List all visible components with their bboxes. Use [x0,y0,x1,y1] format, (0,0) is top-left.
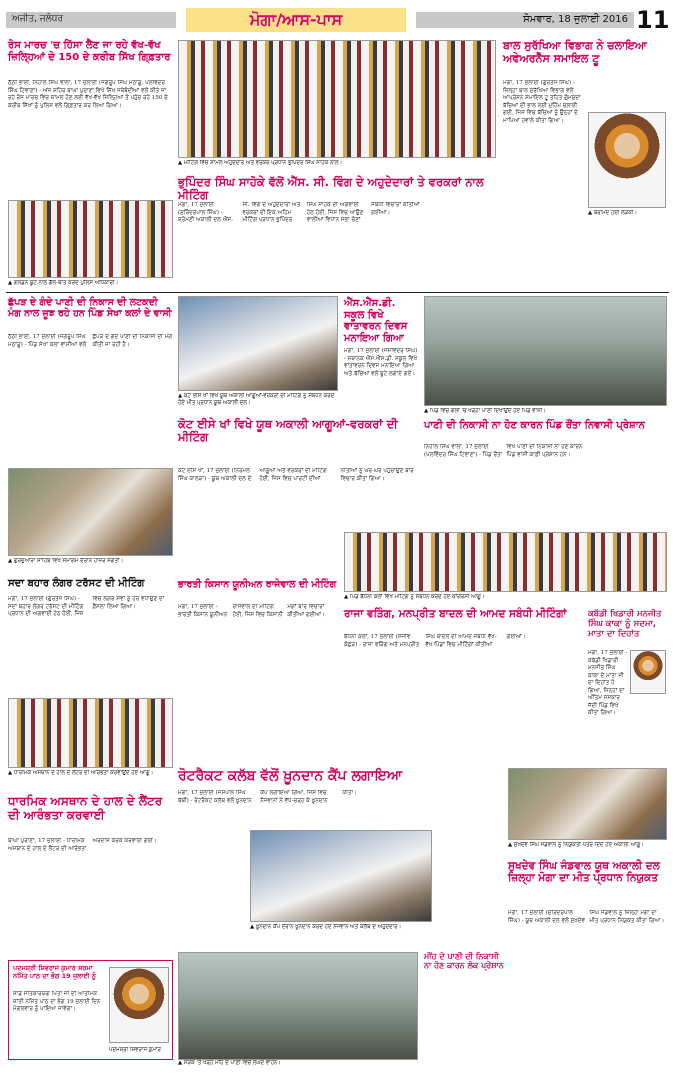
child-body: ਮੋਗਾ, 17 ਜੁਲਾਈ (ਗੁਰਤੇਜ ਸਿੰਘ) - ਜ਼ਿਲ੍ਹਾ ਬਾਲ ਸੁਰੱਖਿਆ ਵਿਭਾਗ ਵਲੋਂ ਆਪ੍ਰੇਸ਼ਨ ਸਮਾਇਲ ਟੂ ਤਹਿਤ ਗੁੰਮਸ਼ੁਦਾ ਬੱਚਿਆਂ ਦੀ ਭਾਲ ਲਈ ਮੁਹਿੰਮ ਚਲਾਈ ਗਈ, ਜਿਸ ਵਿਚ ਬੱਚਿਆਂ ਨੂੰ ਉਨ੍ਹਾਂ ਦੇ ਮਾਪਿਆਂ ਹਵਾਲੇ ਕੀਤਾ ਗਿਆ। [503,80,581,124]
ssd-body: ਮੋਗਾ, 17 ਜੁਲਾਈ (ਜਸਵਿੰਦਰ ਸਿੰਘ) - ਸਥਾਨਕ ਐੱਸ.ਐੱਸ.ਡੀ. ਸਕੂਲ ਵਿਖੇ ਵਾਤਾਵਰਨ ਦਿਵਸ ਮਨਾਇਆ ਗਿਆ ਅਤੇ ਬੱਚਿਆਂ ਵਲੋਂ ਬੂਟੇ ਲਗਾਏ ਗਏ। [344,348,418,377]
obit-headline: ਕਬੱਡੀ ਖਿਡਾਰੀ ਮਨਜੀਤ ਸਿੰਘ ਕਾਕਾ ਨੂੰ ਸਦਮਾ, ਮਾਤਾ ਦਾ ਦਿਹਾਂਤ [588,609,662,639]
meeting-main-headline: ਭੁਪਿੰਦਰ ਸਿੰਘ ਸਾਹੋਕੇ ਵੱਲੋਂ ਐੱਸ. ਸੀ. ਵਿੰਗ ਦੇ ਅਹੁਦੇਦਾਰਾਂ ਤੇ ਵਰਕਰਾਂ ਨਾਲ ਮੀਟਿੰਗ [178,175,484,203]
kisan-headline: ਭਾਰਤੀ ਕਿਸਾਨ ਯੂਨੀਅਨ ਰਾਜੇਵਾਲ ਦੀ ਮੀਟਿੰਗ [178,579,337,590]
page-header [6,6,669,36]
water-village-headline: ਪਾਣੀ ਦੀ ਨਿਕਾਸੀ ਨਾ ਹੋਣ ਕਾਰਨ ਪਿੰਡ ਰੌਂਤਾ ਨਿਵਾਸੀ ਪ੍ਰੇਸ਼ਾਨ [424,420,645,431]
kisan-body: ਮੋਗਾ, 17 ਜੁਲਾਈ - ਭਾਰਤੀ ਕਿਸਾਨ ਯੂਨੀਅਨ ਰਾਜੇਵਾਲ ਦੀ ਮੀਟਿੰਗ ਹੋਈ, ਜਿਸ ਵਿਚ ਕਿਸਾਨੀ ਮੰਗਾਂ ਬਾਰੇ ਵਿਚਾਰਾਂ ਕੀਤੀਆਂ ਗਈਆਂ। [178,604,325,618]
ad-title: ਪਦਮਸ਼੍ਰੀ ਸ਼ਿਵਰਾਜ ਕੁਮਾਰ ਸ਼ਰਮਾ ਨਮਿੱਤ ਪਾਠ ਦਾ ਭੋਗ 19 ਜੁਲਾਈ ਨੂੰ [13,964,96,980]
child-photo [588,112,666,208]
meeting-main-photo [178,40,496,158]
issue-date: ਸੋਮਵਾਰ, 18 ਜੁਲਾਈ 2016 [416,12,634,28]
rain-caption: ▲ ਸੜਕ 'ਤੇ ਖੜ੍ਹੇ ਮੀਂਹ ਦੇ ਪਾਣੀ ਵਿਚੋਂ ਲੰਘਦੇ ਵਾਹਨ। [178,1060,281,1066]
water-village-photo [424,296,667,406]
memorial-ad [8,960,173,1060]
langar-caption: ▲ ਧਾਰਮਿਕ ਅਸਥਾਨ ਦੇ ਹਾਲ ਦੇ ਲੈਂਟਰ ਦੀ ਆਰੰਭਤਾ ਕਰਵਾਉਂਦੇ ਹੋਏ ਆਗੂ। [8,770,154,776]
sukhdev-caption: ▲ ਸੁਖਦੇਵ ਸਿੰਘ ਜੰਡਵਾਲ ਨੂੰ ਨਿਯੁਕਤੀ ਪੱਤਰ ਦਿੰਦੇ ਹੋਏ ਅਕਾਲੀ ਆਗੂ। [508,842,644,848]
sukhdev-photo [508,768,667,840]
drainage-body: ਠੱਠੀ ਭਾਈ, 17 ਜੁਲਾਈ (ਜਗਰੂਪ ਸਿੰਘ ਮਠਾੜੂ) - ਪਿੰਡ ਸੇਖਾ ਕਲਾਂ ਵਾਸੀਆਂ ਵਲੋਂ ਛੱਪੜ ਦੇ ਗੰਦੇ ਪਾਣੀ ਦੀ ਨਿਕਾਸੀ ਦੀ ਮੰਗ ਕੀਤੀ ਜਾ ਰਹੀ ਹੈ। [8,334,173,348]
ssd-headline: ਐੱਸ.ਐੱਸ.ਡੀ. ਸਕੂਲ ਵਿਖੇ ਵਾਤਾਵਰਨ ਦਿਵਸ ਮਨਾਇਆ ਗਿਆ [344,298,408,344]
dharmik-body: ਬਾਘਾ ਪੁਰਾਣਾ, 17 ਜੁਲਾਈ - ਧਾਰਮਿਕ ਅਸਥਾਨ ਦੇ ਹਾਲ ਦੇ ਲੈਂਟਰ ਦੀ ਆਰੰਭਤਾ ਅਰਦਾਸ ਕਰਕੇ ਕਰਵਾਈ ਗਈ। [8,838,157,852]
youth-akali-photo [178,296,338,391]
masthead-left: ਅਜੀਤ, ਜਲੰਧਰ [6,12,176,28]
arrests-headline: ਰੋਸ ਮਾਰਚ 'ਚ ਹਿੱਸਾ ਲੈਣ ਜਾ ਰਹੇ ਵੱਖ-ਵੱਖ ਜ਼ਿਲ੍ਹਿਆਂ ਦੇ 150 ਦੇ ਕਰੀਬ ਸਿੱਖ ਗਿ੍ਫ਼ਤਾਰ [8,40,171,63]
langar-body: ਮੋਗਾ, 17 ਜੁਲਾਈ (ਗੁਰਤੇਜ ਸਿੰਘ) - ਸਦਾ ਬਹਾਰ ਲੰਗਰ ਟਰੱਸਟ ਦੀ ਮੀਟਿੰਗ ਪ੍ਰਧਾਨ ਦੀ ਅਗਵਾਈ ਹੇਠ ਹੋਈ, ਜਿਸ ਵਿਚ ਲੰਗਰ ਸੇਵਾ ਨੂੰ ਹੋਰ ਵਧਾਉਣ ਦਾ ਫ਼ੈਸਲਾ ਲਿਆ ਗਿਆ। [8,596,165,618]
page-number: 11 [636,6,670,34]
meeting-main-caption: ▲ ਮੀਟਿੰਗ ਵਿਚ ਸ਼ਾਮਲ ਅਹੁਦੇਦਾਰ ਅਤੇ ਵਰਕਰ ਪ੍ਰਧਾਨ ਭੁਪਿੰਦਰ ਸਿੰਘ ਸਾਹੋਕੇ ਨਾਲ। [178,160,343,166]
arrests-body: ਠੱਠੀ ਭਾਈ, ਨਿਹਾਲ ਸਿੰਘ ਵਾਲਾ, 17 ਜੁਲਾਈ (ਜਗਰੂਪ ਸਿੰਘ ਮਠਾੜੂ, ਪਲਵਿੰਦਰ ਸਿੰਘ ਟਿਵਾਣਾ) - ਅੱਜ ਸ਼ਹਿਰ ਬਾਘਾ ਪੁਰਾਣਾ ਵਿਖੇ ਸਿੱਖ ਜਥੇਬੰਦੀਆਂ ਵਲੋਂ ਕੀਤੇ ਜਾ ਰਹੇ ਰੋਸ ਮਾਰਚ ਵਿਚ ਸ਼ਾਮਲ ਹੋਣ ਲਈ ਵੱਖ-ਵੱਖ ਜ਼ਿਲ੍ਹਿਆਂ ਤੋਂ ਪਹੁੰਚ ਰਹੇ 150 ਦੇ ਕਰੀਬ ਸਿੱਖਾਂ ਨੂੰ ਪੁਲਿਸ ਵਲੋਂ ਗਿ੍ਫ਼ਤਾਰ ਕਰ ਲਿਆ ਗਿਆ। [8,80,168,109]
blood-caption: ▲ ਖ਼ੂਨਦਾਨ ਕੈਂਪ ਦੌਰਾਨ ਖ਼ੂਨਦਾਨ ਕਰਦੇ ਹੋਏ ਨੌਜਵਾਨ ਅਤੇ ਕਲੱਬ ਦੇ ਅਹੁਦੇਦਾਰ। [250,924,402,930]
youth-akali-body: ਕੋਟ ਈਸੇ ਖਾਂ, 17 ਜੁਲਾਈ (ਨਿਰਮਲ ਸਿੰਘ ਕਾਲੜਾ) - ਯੂਥ ਅਕਾਲੀ ਦਲ ਦੇ ਆਗੂਆਂ ਅਤੇ ਵਰਕਰਾਂ ਦੀ ਮੀਟਿੰਗ ਹੋਈ, ਜਿਸ ਵਿਚ ਪਾਰਟੀ ਦੀਆਂ ਨੀਤੀਆਂ ਨੂੰ ਘਰ-ਘਰ ਪਹੁੰਚਾਉਣ ਬਾਰੇ ਵਿਚਾਰ ਕੀਤਾ ਗਿਆ। [178,468,414,482]
water-village-caption: ▲ ਪਿੰਡ ਵਿਚ ਗਲੀ 'ਚ ਖੜ੍ਹਾ ਪਾਣੀ ਦਿਖਾਉਂਦੇ ਹੋਏ ਪਿੰਡ ਵਾਸੀ। [424,408,546,414]
drainage-headline: ਛੱਪੜ ਦੇ ਗੰਦੇ ਪਾਣੀ ਦੀ ਨਿਕਾਸ ਦੀ ਲਟਕਦੀ ਮੰਗ ਨਾਲ ਜੂਝ ਰਹੇ ਹਨ ਪਿੰਡ ਸੇਖਾ ਕਲਾਂ ਦੇ ਵਾਸੀ [8,297,172,319]
youth-akali-headline: ਕੋਟ ਈਸੇ ਖਾਂ ਵਿਖੇ ਯੂਥ ਅਕਾਲੀ ਆਗੂਆਂ-ਵਰਕਰਾਂ ਦੀ ਮੀਟਿੰਗ [178,417,398,445]
obit-body: ਮੋਗਾ, 17 ਜੁਲਾਈ - ਕਬੱਡੀ ਖਿਡਾਰੀ ਮਨਜੀਤ ਸਿੰਘ ਕਾਕਾ ਦੇ ਮਾਤਾ ਜੀ ਦਾ ਦਿਹਾਂਤ ਹੋ ਗਿਆ, ਜਿਨ੍ਹਾਂ ਦਾ ਅੰਤਿਮ ਸਸਕਾਰ ਜੱਦੀ ਪਿੰਡ ਵਿਖੇ ਕੀਤਾ ਗਿਆ। [588,650,628,717]
obit-photo [630,650,666,694]
child-headline: ਬਾਲ ਸੁਰੱਖਿਆ ਵਿਭਾਗ ਨੇ ਚਲਾਇਆ ਅਵੇਅਰਨੈੱਸ ਸਮਾਇਲ ਟੂ [503,39,647,65]
blood-headline: ਰੋਟਰੈਕਟ ਕਲੱਬ ਵੱਲੋਂ ਖ਼ੂਨਦਾਨ ਕੈਂਪ ਲਗਾਇਆ [178,768,403,784]
ad-photo [109,967,169,1043]
water-village-body: ਨਿਹਾਲ ਸਿੰਘ ਵਾਲਾ, 17 ਜੁਲਾਈ (ਪਲਵਿੰਦਰ ਸਿੰਘ ਟਿਵਾਣਾ) - ਪਿੰਡ ਰੌਂਤਾ ਵਿਖੇ ਪਾਣੀ ਦੀ ਨਿਕਾਸੀ ਨਾ ਹੋਣ ਕਾਰਨ ਪਿੰਡ ਵਾਸੀ ਕਾਫ਼ੀ ਪ੍ਰੇਸ਼ਾਨ ਹਨ। [424,444,583,458]
sukhdev-headline: ਸੁਖਦੇਵ ਸਿੰਘ ਜੰਡਵਾਲ ਯੂਥ ਅਕਾਲੀ ਦਲ ਜ਼ਿਲ੍ਹਾ ਮੋਗਾ ਦਾ ਮੀਤ ਪ੍ਰਧਾਨ ਨਿਯੁਕਤ [508,860,660,885]
meeting-main-body: ਮੋਗਾ, 17 ਜੁਲਾਈ (ਸੁਰਿੰਦਰਪਾਲ ਸਿੰਘ) - ਸ਼੍ਰੋਮਣੀ ਅਕਾਲੀ ਦਲ ਐੱਸ. ਸੀ. ਵਿੰਗ ਦੇ ਅਹੁਦੇਦਾਰਾਂ ਅਤੇ ਵਰਕਰਾਂ ਦੀ ਇਕ ਅਹਿਮ ਮੀਟਿੰਗ ਪ੍ਰਧਾਨ ਭੁਪਿੰਦਰ ਸਿੰਘ ਸਾਹੋਕੇ ਦੀ ਅਗਵਾਈ ਹੇਠ ਹੋਈ, ਜਿਸ ਵਿਚ ਆਉਣ ਵਾਲੀਆਂ ਵਿਧਾਨ ਸਭਾ ਚੋਣਾਂ ਸਬੰਧੀ ਵਿਚਾਰਾਂ ਕੀਤੀਆਂ ਗਈਆਂ। [178,202,420,224]
gurdwara-photo [8,468,173,556]
langar-photo [8,698,173,768]
arrests-caption: ▲ ਗੋਲਡਨ ਬੂਟੇ ਨਾਲ ਗੱਲ-ਬਾਤ ਕਰਦੇ ਪੁਲਿਸ ਅਧਿਕਾਰੀ। [8,280,119,286]
dharmik-headline: ਧਾਰਮਿਕ ਅਸਥਾਨ ਦੇ ਹਾਲ ਦੇ ਲੈਂਟਰ ਦੀ ਆਰੰਭਤਾ ਕਰਵਾਈ [8,794,163,822]
langar-headline: ਸਦਾ ਬਹਾਰ ਲੰਗਰ ਟਰੱਸਟ ਦੀ ਮੀਟਿੰਗ [8,578,145,589]
ad-caption: ਪਦਮਸ਼੍ਰੀ ਸ਼ਿਵਰਾਜ ਕੁਮਾਰ [109,1047,161,1053]
divider [6,292,669,293]
sukhdev-body: ਮੋਗਾ, 17 ਜੁਲਾਈ (ਸੁਰਿੰਦਰਪਾਲ ਸਿੰਘ) - ਯੂਥ ਅਕਾਲੀ ਦਲ ਵਲੋਂ ਸੁਖਦੇਵ ਸਿੰਘ ਜੰਡਵਾਲ ਨੂੰ ਜ਼ਿਲ੍ਹਾ ਮੋਗਾ ਦਾ ਮੀਤ ਪ੍ਰਧਾਨ ਨਿਯੁਕਤ ਕੀਤਾ ਗਿਆ। [508,910,665,924]
youth-akali-caption: ▲ ਕੋਟ ਈਸੇ ਖਾਂ ਵਿਖੇ ਯੂਥ ਅਕਾਲੀ ਆਗੂਆਂ-ਵਰਕਰਾਂ ਦੀ ਮੀਟਿੰਗ ਨੂੰ ਸੰਬੋਧਨ ਕਰਦੇ ਹੋਏ ਮੀਤ ਪ੍ਰਧਾਨ ਯੂਥ ਅਕਾਲੀ ਦਲ। [178,393,335,407]
blood-body: ਮੋਗਾ, 17 ਜੁਲਾਈ (ਜਸਪਾਲ ਸਿੰਘ ਬੱਬੀ) - ਰੋਟਰੈਕਟ ਕਲੱਬ ਵਲੋਂ ਖ਼ੂਨਦਾਨ ਕੈਂਪ ਲਗਾਇਆ ਗਿਆ, ਜਿਸ ਵਿਚ ਨੌਜਵਾਨਾਂ ਨੇ ਵੱਧ-ਚੜ੍ਹ ਕੇ ਖ਼ੂਨਦਾਨ ਕੀਤਾ। [178,790,357,804]
rain-photo [178,952,418,1060]
rain-side-headline: ਮੀਂਹ ਦੇ ਪਾਣੀ ਦੀ ਨਿਕਾਸੀ ਨਾ ਹੋਣ ਕਾਰਨ ਲੋਕ ਪ੍ਰੇਸ਼ਾਨ [424,952,504,971]
raja-warring-headline: ਰਾਜਾ ਵੜਿੰਗ, ਮਨਪ੍ਰੀਤ ਬਾਦਲ ਦੀ ਆਮਦ ਸਬੰਧੀ ਮੀਟਿੰਗਾਂ [344,608,567,620]
raja-warring-caption: ▲ ਪਿੰਡ ਬੱਧਨੀ ਕਲਾਂ ਵਿਖੇ ਮੀਟਿੰਗ ਨੂੰ ਸੰਬੋਧਨ ਕਰਦੇ ਹੋਏ ਕਾਂਗਰਸੀ ਆਗੂ। [344,594,485,600]
blood-photo [250,830,432,922]
arrests-photo [8,200,173,278]
raja-warring-body: ਬੱਧਨੀ ਕਲਾਂ, 17 ਜੁਲਾਈ (ਸੰਜੀਵ ਕੋਛੜ) - ਰਾਜਾ ਵੜਿੰਗ ਅਤੇ ਮਨਪ੍ਰੀਤ ਸਿੰਘ ਬਾਦਲ ਦੀ ਆਮਦ ਸਬੰਧੀ ਵੱਖ-ਵੱਖ ਪਿੰਡਾਂ ਵਿਚ ਮੀਟਿੰਗਾਂ ਕੀਤੀਆਂ ਗਈਆਂ। [344,634,526,648]
section-title: ਮੋਗਾ/ਆਸ-ਪਾਸ [186,8,406,32]
gurdwara-caption: ▲ ਗੁਰਦੁਆਰਾ ਸਾਹਿਬ ਵਿਖੇ ਸਮਾਗਮ ਦੌਰਾਨ ਹਾਜ਼ਰ ਸੰਗਤਾਂ। [8,558,124,564]
ad-body: ਸਾਡੇ ਸਤਿਕਾਰਯੋਗ ਪਿਤਾ ਜੀ ਦੀ ਆਤਮਿਕ ਸ਼ਾਂਤੀ ਨਮਿੱਤ ਪਾਠ ਦਾ ਭੋਗ 19 ਜੁਲਾਈ ਦਿਨ ਮੰਗਲਵਾਰ ਨੂੰ ਪਾਇਆ ਜਾਵੇਗਾ। [13,991,101,1013]
raja-warring-photo [344,532,667,592]
child-caption: ▲ ਬਰਾਮਦ ਹੋਈ ਲੜਕੀ। [588,210,638,216]
